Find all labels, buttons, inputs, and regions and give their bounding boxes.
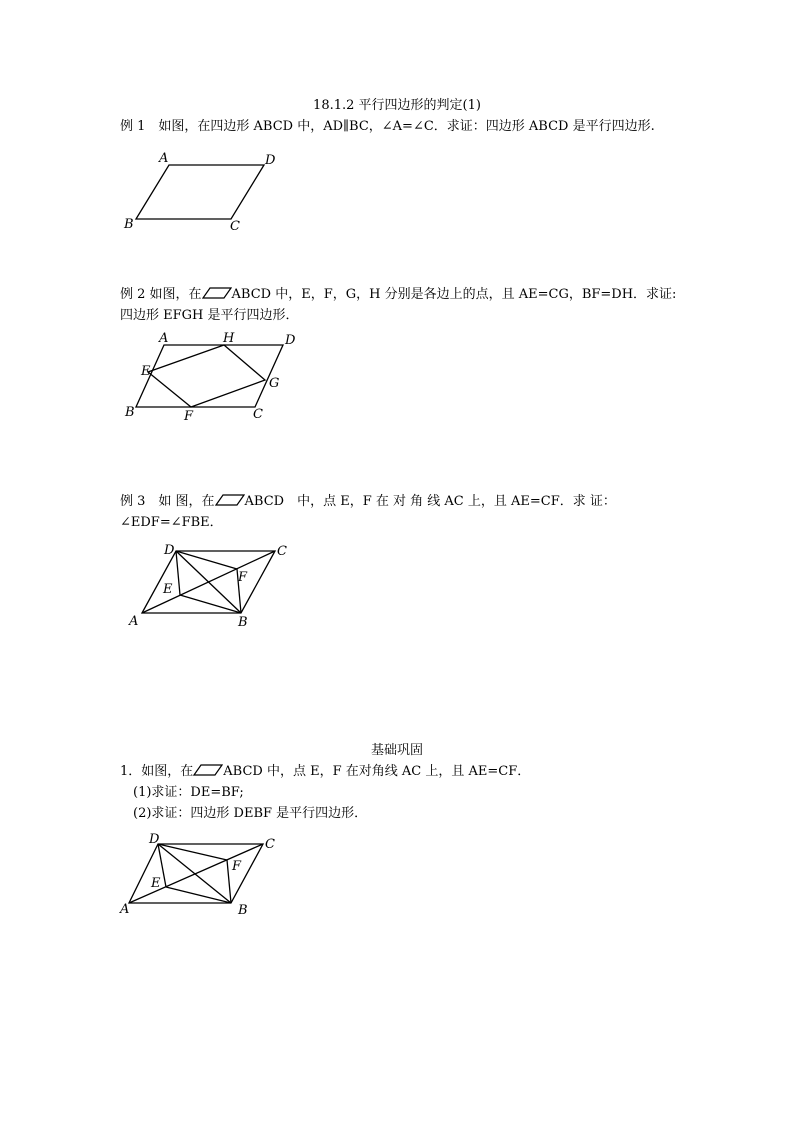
exercise-1-part-1: (1)求证：DE=BF; (133, 785, 244, 800)
parallelogram-symbol-icon (193, 764, 223, 776)
label-b: B (238, 615, 248, 630)
parallelogram-abcd (136, 165, 264, 219)
label-b: B (125, 405, 135, 420)
label-e: E (163, 582, 173, 597)
page-title: 18.1.2 平行四边形的判定(1) (313, 98, 481, 113)
parallelogram-symbol-icon (202, 287, 232, 299)
label-e: E (141, 364, 151, 379)
label-c: C (265, 837, 275, 852)
example-2-figure (118, 330, 308, 430)
label-f: F (184, 409, 194, 424)
label-d: D (149, 832, 160, 847)
example-3-line2: ∠EDF=∠FBE． (120, 515, 223, 530)
example-3-suffix: ABCD 中，点 E，F 在 对 角 线 AC 上，且 AE=CF．求 证： (244, 494, 616, 509)
label-c: C (277, 544, 287, 559)
label-d: D (164, 543, 175, 558)
label-f: F (232, 859, 242, 874)
segment-de (176, 551, 180, 595)
label-b: B (238, 903, 248, 918)
label-a: A (159, 151, 169, 166)
label-d: D (285, 333, 296, 348)
exercise-1-text (120, 762, 530, 782)
label-c: C (230, 219, 240, 234)
label-a: A (129, 614, 139, 629)
label-e: E (151, 876, 161, 891)
label-a: A (120, 902, 130, 917)
label-d: D (265, 153, 276, 168)
example-2-suffix: ABCD 中，E，F，G，H 分别是各边上的点，且 AE=CG，BF=DH．求证: (231, 287, 677, 302)
example-2-line2: 四边形 EFGH 是平行四边形． (120, 308, 299, 323)
example-2-text (120, 285, 676, 305)
label-a: A (159, 331, 169, 346)
section-title: 基础巩固 (370, 743, 423, 758)
example-3-figure (118, 540, 308, 635)
exercise-1-prefix: 1．如图，在 (120, 764, 194, 779)
label-c: C (253, 407, 263, 422)
label-g: G (269, 376, 280, 391)
label-h: H (223, 331, 235, 346)
label-f: F (238, 570, 248, 585)
exercise-1-part-2: (2)求证：四边形 DEBF 是平行四边形． (133, 806, 368, 821)
parallelogram-symbol-icon (215, 494, 245, 506)
exercise-1-figure (118, 830, 308, 925)
example-1-figure (118, 148, 288, 238)
example-2-prefix: 例 2 如图，在 (120, 287, 202, 302)
example-3-text (120, 492, 616, 512)
label-b: B (124, 217, 134, 232)
segment-bf (227, 860, 231, 903)
exercise-1-suffix: ABCD 中，点 E，F 在对角线 AC 上，且 AE=CF． (223, 764, 531, 779)
example-1-text: 例 1 如图，在四边形 ABCD 中，AD∥BC，∠A=∠C．求证：四边形 ABCD 是平行四边形. (120, 119, 655, 134)
example-3-prefix: 例 3 如 图，在 (120, 494, 215, 509)
quadrilateral-efgh (148, 345, 265, 407)
